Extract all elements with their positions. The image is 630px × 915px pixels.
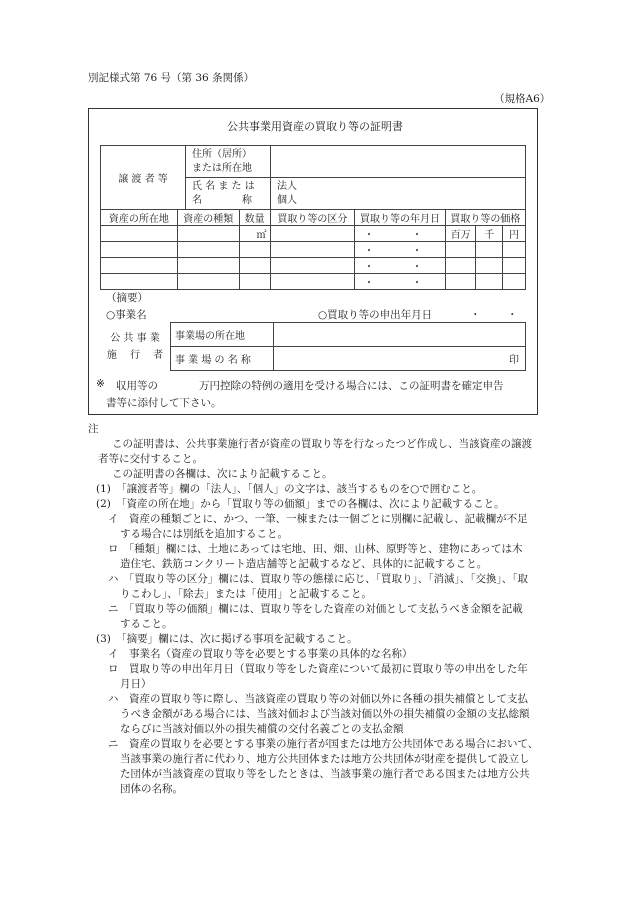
summary-label: （摘要） [106, 292, 148, 304]
date-dots: ・ ・ [355, 258, 446, 274]
note-item-3d-3: た団体が当該資産の買取り等をしたときは、当該事業の施行者である国または地方公共 [120, 768, 530, 780]
note-item-3b-2: 月日） [120, 678, 152, 690]
request-date-label: ○買取り等の申出年月日 [318, 309, 433, 321]
cell [503, 258, 526, 274]
cell [503, 274, 526, 290]
note-p1b: 者等に交付すること。 [98, 453, 203, 465]
note-p1a: この証明書は、公共事業施行者が資産の買取り等を行なったつど作成し、当該資産の譲渡 [112, 438, 532, 450]
executor-label-2: 施 行 者 [106, 349, 164, 361]
cell [101, 258, 178, 274]
note-item-3b-1: ロ 買取り等の申出年月日（買取り等をした資産について最初に買取り等の申出をした年 [108, 663, 528, 675]
property-table [100, 209, 526, 290]
cell [177, 274, 239, 290]
col-date: 買取り等の年月日 [355, 210, 446, 226]
cell [101, 242, 178, 258]
col-category: 買取り等の区分 [270, 210, 355, 226]
price-unit-yen: 円 [503, 226, 526, 242]
notes-head: 注 [88, 423, 99, 435]
form-number: 別記様式第 76 号（第 36 条関係） [88, 72, 255, 84]
note-item-2c-1: ハ 「買取り等の区分」欄には、買取り等の態様に応じ、「買取り」、「消滅」、「交換」、「取 [108, 573, 528, 585]
site-address-label: 事業場の所在地 [171, 323, 274, 347]
note-item-3: (3) 「摘要」欄には、次に掲げる事項を記載すること。 [96, 633, 358, 645]
cell [177, 258, 239, 274]
cell [177, 226, 239, 242]
applicant-label-cell [101, 146, 186, 210]
note-item-3c-2: うべき金額がある場合には、当該対価および当該対価以外の損失補償の金額の支払総額 [120, 708, 530, 720]
footnote-text-c: 書等に添付して下さい。 [106, 397, 222, 409]
cell [239, 258, 270, 274]
note-item-3c-1: ハ 資産の買取り等に際し、当該資産の買取り等の対価以外に各種の損失補償として支払 [108, 693, 528, 705]
note-item-2a-1: イ 資産の種類ごとに、かつ、一筆、一棟または一個ごとに別欄に記載し、記載欄が不足 [108, 513, 528, 525]
seal-cell [274, 347, 526, 371]
note-item-2a-2: する場合には別紙を追加すること。 [120, 528, 288, 540]
date-dots: ・ ・ [355, 274, 446, 290]
executor-table [100, 322, 526, 371]
cell [476, 242, 503, 258]
cell [476, 258, 503, 274]
cell [445, 242, 476, 258]
address-label-2: または所在地 [192, 162, 252, 174]
col-location: 資産の所在地 [101, 210, 178, 226]
note-item-2c-2: りこわし」、「除去」または「使用」と記載すること。 [120, 588, 372, 600]
note-item-1: (1) 「譲渡者等」欄の「法人」、「個人」の文字は、該当するものを○で囲むこと。 [96, 483, 483, 495]
address-label-cell [186, 146, 271, 178]
name-label-cell [186, 178, 271, 210]
address-label-1: 住所（居所） [192, 148, 252, 160]
option-corporation: 法人 [277, 180, 297, 192]
executor-label-1: 公 共 事 業 [110, 332, 160, 344]
note-item-3a: イ 事業名（資産の買取り等を必要とする事業の具体的な名称） [108, 648, 413, 660]
cell [476, 274, 503, 290]
cell [445, 258, 476, 274]
project-name-label: ○事業名 [106, 309, 147, 321]
date-dots: ・ ・ [355, 242, 446, 258]
cell [239, 242, 270, 258]
cell [101, 274, 178, 290]
seal-mark: 印 [509, 355, 519, 366]
cell [239, 274, 270, 290]
site-address-value [274, 323, 526, 347]
cell [270, 242, 355, 258]
footnote-mark: ※ [96, 378, 105, 390]
note-item-2b-2: 造住宅、鉄筋コンクリート造店舗等と記載するなど、具体的に記載すること。 [120, 558, 488, 570]
cell [270, 274, 355, 290]
form-title: 公共事業用資産の買取り等の証明書 [227, 120, 403, 133]
note-item-3d-1: ニ 資産の買取りを必要とする事業の施行者が国または地方公共団体である場合において、 [108, 738, 539, 750]
cell [503, 242, 526, 258]
cell [101, 226, 178, 242]
col-quantity: 数量 [239, 210, 270, 226]
cell [445, 274, 476, 290]
name-label-1: 氏 名 ま た は [192, 180, 255, 192]
footnote-text-a: 収用等の [116, 380, 158, 392]
note-item-3c-3: ならびに当該対価以外の損失補償の交付名義ごとの支払金額 [120, 723, 404, 735]
cell [177, 242, 239, 258]
note-item-3d-4: 団体の名称。 [120, 783, 183, 795]
executor-label-cell [100, 323, 171, 371]
applicant-table [100, 145, 526, 210]
note-item-2d-1: ニ 「買取り等の価額」欄には、買取り等をした資産の対価として支払うべき金額を記載 [108, 603, 523, 615]
price-unit-million: 百万 [445, 226, 476, 242]
note-item-2d-2: すること。 [120, 618, 173, 630]
cell [270, 226, 355, 242]
note-p2: この証明書の各欄は、次により記載すること。 [112, 468, 333, 480]
date-dots: ・ ・ [355, 226, 446, 242]
site-name-label: 事 業 場 の 名 称 [171, 347, 274, 371]
form-size: （規格A6） [494, 93, 551, 105]
note-item-3d-2: 当該事業の施行者に代わり、地方公共団体または地方公共団体が財産を提供して設立し [120, 753, 530, 765]
col-price: 買取り等の価格 [445, 210, 525, 226]
col-type: 資産の種類 [177, 210, 239, 226]
price-unit-thousand: 千 [476, 226, 503, 242]
request-date-dots: ・ ・ [470, 309, 526, 321]
note-item-2b-1: ロ 「種類」欄には、土地にあっては宅地、田、畑、山林、原野等と、建物にあっては木 [108, 543, 523, 555]
option-individual: 個人 [277, 194, 297, 206]
name-value-cell [271, 178, 526, 210]
qty-unit: ㎡ [239, 226, 270, 242]
cell [270, 258, 355, 274]
address-value [271, 146, 526, 178]
name-label-2: 名 称 [192, 194, 252, 206]
note-item-2: (2) 「資産の所在地」から「買取り等の価額」までの各欄は、次により記載すること。 [96, 498, 505, 510]
footnote-text-b: 万円控除の特例の適用を受ける場合には、この証明書を確定申告 [199, 380, 504, 392]
applicant-label: 譲 渡 者 等 [118, 174, 168, 185]
